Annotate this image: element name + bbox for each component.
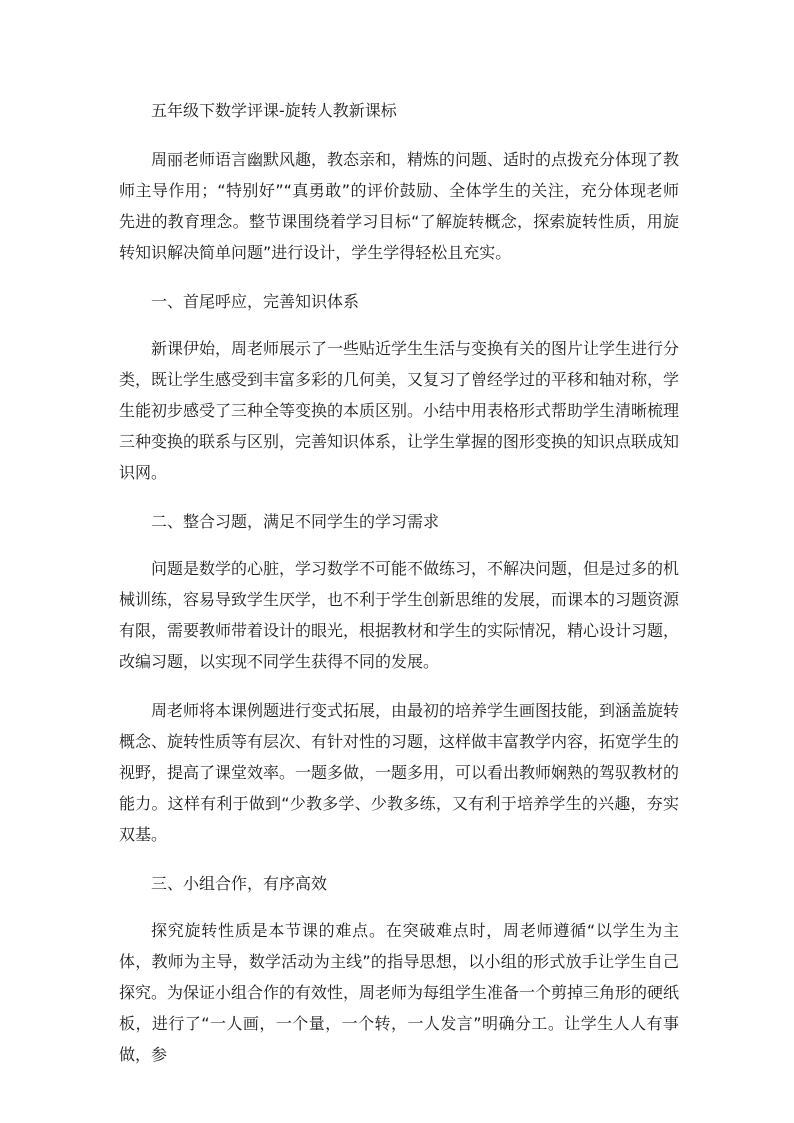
section-1-paragraph: 新课伊始，周老师展示了一些贴近学生生活与变换有关的图片让学生进行分类，既让学生感受到丰富多彩的几何美，又复习了曾经学过的平移和轴对称，学生能初步感受了三种全等变换的本质区别。小结中用表格形式帮助学生清晰梳理三种变换的联系与区别，完善知识体系，让学生掌握的图形变换的知识点联成知识网。 <box>119 339 680 482</box>
section-2-paragraph-2: 周老师将本课例题进行变式拓展，由最初的培养学生画图技能，到涵盖旋转概念、旋转性质等有层次、有针对性的习题，这样做丰富教学内容，拓宽学生的视野，提高了课堂效率。一题多做，一题多用，可以看出教师娴熟的驾驭教材的能力。这样有利于做到“少教多学、少教多练，又有利于培养学生的兴趣，夯实双基。 <box>119 701 680 844</box>
intro-paragraph: 周丽老师语言幽默风趣，教态亲和，精炼的问题、适时的点拨充分体现了教师主导作用；“特别好”“真勇敢”的评价鼓励、全体学生的关注，充分体现老师先进的教育理念。整节课围绕着学习目标“了解旋转概念，探索旋转性质，用旋转知识解决简单问题”进行设计，学生学得轻松且充实。 <box>119 150 680 262</box>
section-heading-3: 三、小组合作，有序高效 <box>151 874 328 893</box>
section-heading-2: 二、整合习题，满足不同学生的学习需求 <box>151 512 440 531</box>
document-body <box>119 95 679 1088</box>
document-title: 五年级下数学评课-旋转人教新课标 <box>151 101 397 120</box>
section-heading-1: 一、首尾呼应，完善知识体系 <box>151 292 360 311</box>
section-3-paragraph: 探究旋转性质是本节课的难点。在突破难点时，周老师遵循“以学生为主体，教师为主导，数学活动为主线”的指导思想，以小组的形式放手让学生自己探究。为保证小组合作的有效性，周老师为每组学生准备一个剪掉三角形的硬纸板，进行了“一人画，一个量，一个转，一人发言”明确分工。让学生人人有事做，参 <box>119 921 680 1064</box>
section-2-paragraph-1: 问题是数学的心脏，学习数学不可能不做练习，不解决问题，但是过多的机械训练，容易导致学生厌学，也不利于学生创新思维的发展，而课本的习题资源有限，需要教师带着设计的眼光，根据教材和学生的实际情况，精心设计习题，改编习题，以实现不同学生获得不同的发展。 <box>119 559 680 671</box>
